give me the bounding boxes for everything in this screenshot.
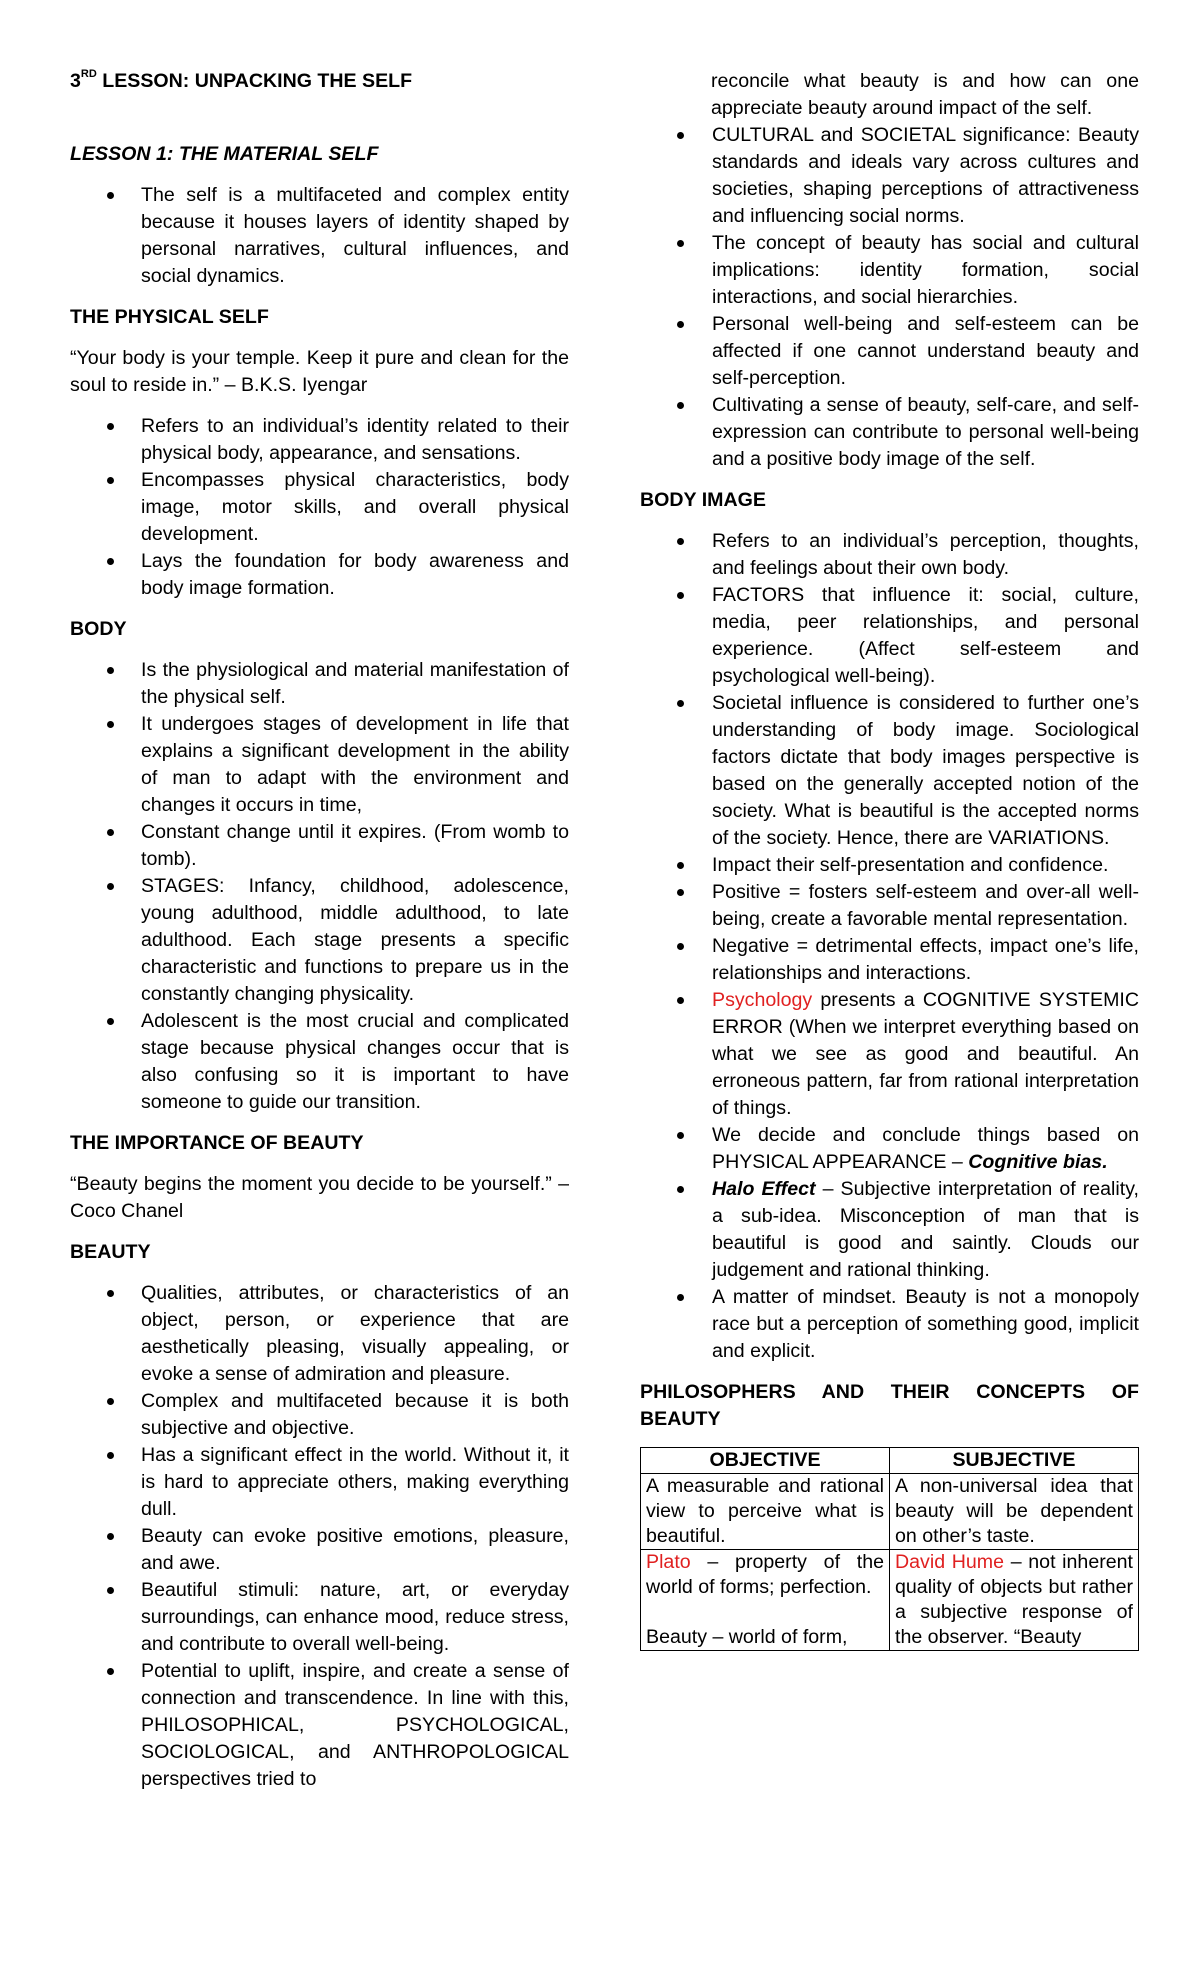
beauty-list-continued: [640, 122, 1139, 473]
list-item: Potential to uplift, inspire, and create a sense of connection and transcendence. In line with this, PHILOSOPHICAL, PSYCHOLOGICAL, SOCIOLOGICAL, and ANTHROPOLOGICAL perspectives tried to: [70, 1658, 569, 1793]
bullet-icon: [677, 321, 684, 328]
bullet-icon: [107, 1452, 114, 1459]
bullet-icon: [107, 558, 114, 565]
philosophers-heading: PHILOSOPHERS AND THEIR CONCEPTS OF BEAUTY: [640, 1381, 1139, 1430]
body-image-list: [640, 528, 1139, 1365]
beauty-heading: BEAUTY: [70, 1241, 151, 1263]
bullet-icon: [107, 1533, 114, 1540]
bullet-icon: [107, 192, 114, 199]
list-item: Lays the foundation for body awareness and body image formation.: [70, 548, 569, 602]
list-item: The concept of beauty has social and cultural implications: identity formation, social interactions, and social hierarchies.: [640, 230, 1139, 311]
bullet-icon: [677, 132, 684, 139]
table-cell: A non-universal idea that beauty will be dependent on other’s taste.: [890, 1474, 1139, 1550]
list-item: Cultivating a sense of beauty, self-care, and self-expression can contribute to personal well-being and a positive body image of the self.: [640, 392, 1139, 473]
bullet-icon: [677, 700, 684, 707]
bullet-icon: [107, 477, 114, 484]
bullet-icon: [107, 883, 114, 890]
list-item: Constant change until it expires. (From womb to tomb).: [70, 819, 569, 873]
halo-effect-term: Halo Effect: [712, 1178, 816, 1200]
bullet-icon: [677, 592, 684, 599]
intro-bullet-list: [70, 182, 569, 290]
list-item: Positive = fosters self-esteem and over-all well-being, create a favorable mental representation.: [640, 879, 1139, 933]
bullet-icon: [107, 1018, 114, 1025]
beauty-list: [70, 1280, 569, 1793]
list-item: Impact their self-presentation and confidence.: [640, 852, 1139, 879]
bullet-icon: [677, 402, 684, 409]
plato-name: Plato: [646, 1551, 691, 1573]
list-item: Has a significant effect in the world. Without it, it is hard to appreciate others, making everything dull.: [70, 1442, 569, 1523]
list-item: Negative = detrimental effects, impact one’s life, relationships and interactions.: [640, 933, 1139, 987]
list-item: Beauty can evoke positive emotions, pleasure, and awe.: [70, 1523, 569, 1577]
bullet-icon: [107, 423, 114, 430]
hume-name: David Hume: [895, 1551, 1005, 1573]
bullet-icon: [677, 1294, 684, 1301]
table-cell: A measurable and rational view to perceive what is beautiful.: [641, 1474, 890, 1550]
beauty-continuation-text: reconcile what beauty is and how can one appreciate beauty around impact of the self.: [711, 70, 1139, 119]
list-item: Complex and multifaceted because it is both subjective and objective.: [70, 1388, 569, 1442]
list-item: Is the physiological and material manifestation of the physical self.: [70, 657, 569, 711]
body-list: [70, 657, 569, 1116]
list-item: It undergoes stages of development in life that explains a significant development in the ability of man to adapt with the environment and changes it occurs in time,: [70, 711, 569, 819]
body-heading: BODY: [70, 618, 127, 640]
cognitive-bias-term: Cognitive bias.: [968, 1151, 1108, 1173]
bullet-icon: [107, 667, 114, 674]
list-item: We decide and conclude things based on PHYSICAL APPEARANCE – Cognitive bias.: [640, 1122, 1139, 1176]
table-cell: David Hume – not inherent quality of objects but rather a subjective response of the observer. “Beauty: [890, 1550, 1139, 1651]
bullet-icon: [677, 889, 684, 896]
list-item: Encompasses physical characteristics, body image, motor skills, and overall physical development.: [70, 467, 569, 548]
physical-self-list: [70, 413, 569, 602]
list-item: Societal influence is considered to further one’s understanding of body image. Sociological factors dictate that body images perspective is based on the generally accepted notion of the society. What is beautiful is the accepted norms of the society. Hence, there are VARIATIONS.: [640, 690, 1139, 852]
lesson1-title: LESSON 1: THE MATERIAL SELF: [70, 143, 379, 165]
list-item: Refers to an individual’s perception, thoughts, and feelings about their own body.: [640, 528, 1139, 582]
bullet-icon: [677, 1132, 684, 1139]
list-item: STAGES: Infancy, childhood, adolescence, young adulthood, middle adulthood, to late adulthood. Each stage presents a specific characteristic and functions to prepare us in the constantly changing physicality.: [70, 873, 569, 1008]
list-item: Personal well-being and self-esteem can be affected if one cannot understand beauty and self-perception.: [640, 311, 1139, 392]
chanel-quote: “Beauty begins the moment you decide to be yourself.” – Coco Chanel: [70, 1173, 569, 1222]
bullet-icon: [677, 997, 684, 1004]
importance-of-beauty-heading: THE IMPORTANCE OF BEAUTY: [70, 1132, 364, 1154]
bullet-icon: [677, 943, 684, 950]
body-image-heading: BODY IMAGE: [640, 489, 766, 511]
list-item: Adolescent is the most crucial and complicated stage because physical changes occur that is also confusing so it is important to have someone to guide our transition.: [70, 1008, 569, 1116]
list-item: Refers to an individual’s identity related to their physical body, appearance, and sensations.: [70, 413, 569, 467]
lesson-heading: 3RD LESSON: UNPACKING THE SELF: [70, 68, 413, 92]
objective-header: OBJECTIVE: [641, 1448, 890, 1474]
bullet-icon: [677, 1186, 684, 1193]
list-item: The self is a multifaceted and complex entity because it houses layers of identity shaped by personal narratives, cultural influences, and social dynamics.: [70, 182, 569, 290]
physical-self-heading: THE PHYSICAL SELF: [70, 306, 269, 328]
list-item: Beautiful stimuli: nature, art, or everyday surroundings, can enhance mood, reduce stress, and contribute to overall well-being.: [70, 1577, 569, 1658]
list-item: Halo Effect – Subjective interpretation of reality, a sub-idea. Misconception of man that is beautiful is good and saintly. Clouds our judgement and rational thinking.: [640, 1176, 1139, 1284]
subjective-header: SUBJECTIVE: [890, 1448, 1139, 1474]
bullet-icon: [107, 1290, 114, 1297]
bullet-icon: [107, 829, 114, 836]
list-item: FACTORS that influence it: social, culture, media, peer relationships, and personal experience. (Affect self-esteem and psychological well-being).: [640, 582, 1139, 690]
bullet-icon: [677, 862, 684, 869]
beauty-concepts-table: [640, 1447, 1139, 1651]
list-item: Psychology presents a COGNITIVE SYSTEMIC ERROR (When we interpret everything based on what we see as good and beautiful. An erroneous pattern, far from rational interpretation of things.: [640, 987, 1139, 1122]
list-item: A matter of mindset. Beauty is not a monopoly race but a perception of something good, implicit and explicit.: [640, 1284, 1139, 1365]
table-row: [641, 1550, 1139, 1651]
bullet-icon: [677, 240, 684, 247]
list-item: CULTURAL and SOCIETAL significance: Beauty standards and ideals vary across cultures and societies, shaping perceptions of attractiveness and influencing social norms.: [640, 122, 1139, 230]
bullet-icon: [107, 1668, 114, 1675]
bullet-icon: [107, 1587, 114, 1594]
bullet-icon: [107, 1398, 114, 1405]
list-item: Qualities, attributes, or characteristics of an object, person, or experience that are aesthetically pleasing, visually appealing, or evoke a sense of admiration and pleasure.: [70, 1280, 569, 1388]
table-cell: Plato – property of the world of forms; perfection. Beauty – world of form,: [641, 1550, 890, 1651]
bullet-icon: [677, 538, 684, 545]
right-column: [640, 68, 1139, 1651]
psychology-term: Psychology: [712, 989, 813, 1011]
left-column: [70, 68, 569, 1795]
table-row: [641, 1474, 1139, 1550]
table-header-row: [641, 1448, 1139, 1474]
bullet-icon: [107, 721, 114, 728]
iyengar-quote: “Your body is your temple. Keep it pure and clean for the soul to reside in.” – B.K.S. Iyengar: [70, 347, 569, 396]
